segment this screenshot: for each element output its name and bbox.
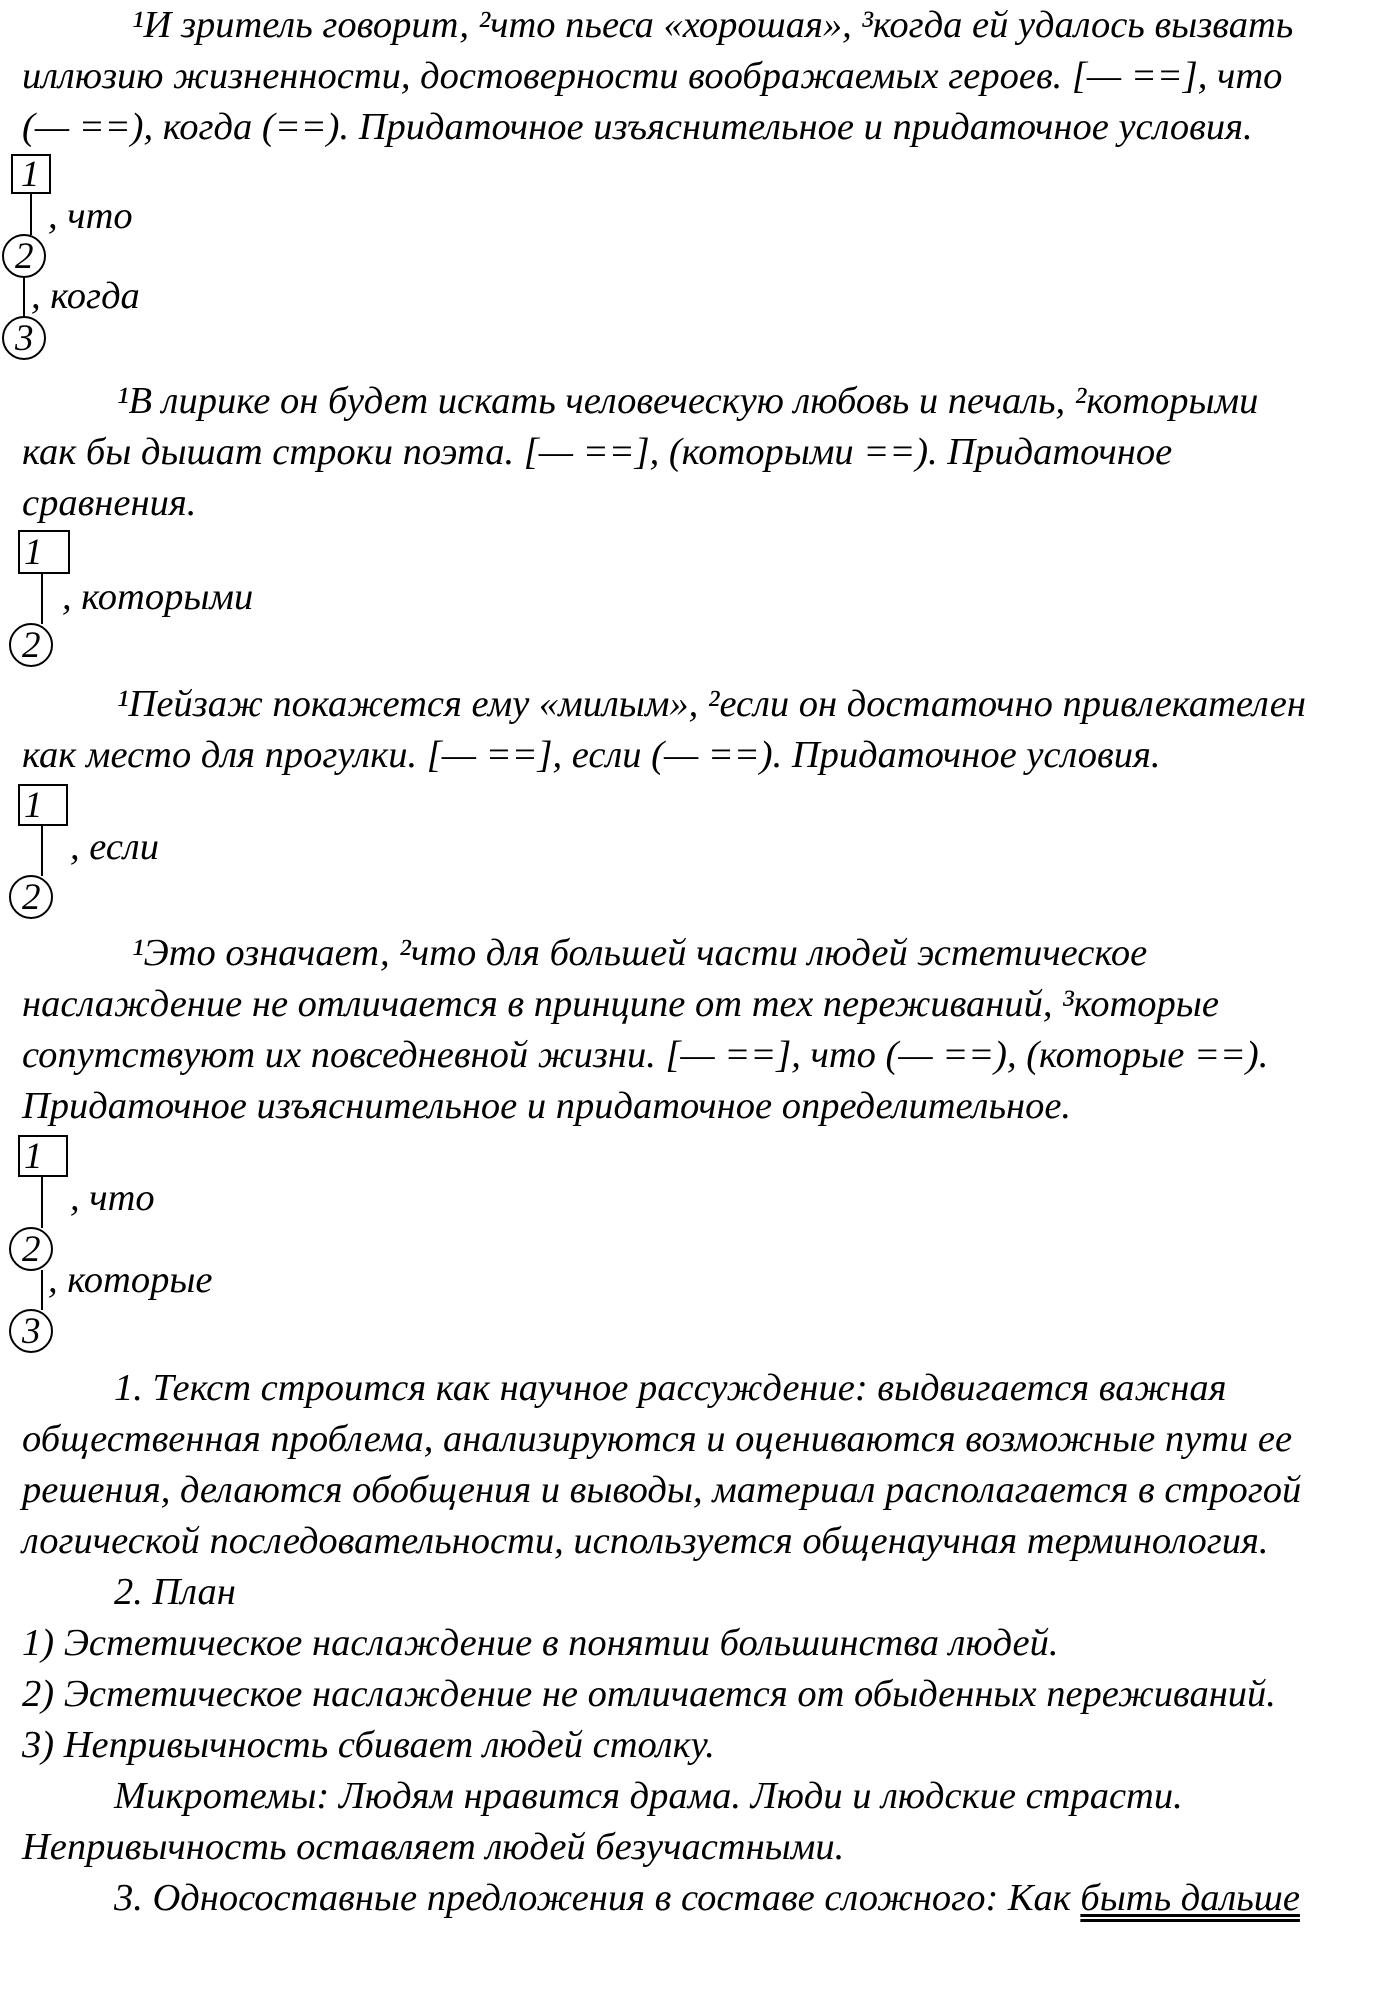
- sentence-2-line-1: ¹В лирике он будет искать человеческую любовь и печаль, ²которыми: [117, 380, 1259, 422]
- plan: [22, 1567, 1382, 1771]
- answer-3: [22, 1873, 1382, 1924]
- microthemes: [22, 1771, 1382, 1873]
- scheme-node-3: 3: [22, 1311, 41, 1352]
- sentence-2-line-2: как бы дышат строки поэта. [— ==], (которыми ==). Придаточное: [22, 431, 1173, 473]
- sentence-1-line-3: (— ==), когда (==). Придаточное изъяснительное и придаточное условия.: [22, 106, 1253, 148]
- plan-title: 2. План: [114, 1571, 236, 1613]
- sentence-4-line-1: ¹Это означает, ²что для большей части людей эстетическое: [132, 932, 1148, 974]
- scheme-link-1: , которыми: [62, 576, 254, 618]
- sentence-3-scheme: [22, 781, 1382, 946]
- scheme-node-1: 1: [24, 785, 43, 826]
- answer-1-line-2: общественная проблема, анализируются и оцениваются возможные пути ее: [22, 1418, 1293, 1460]
- scheme-link-2: , когда: [31, 275, 140, 317]
- scheme-link-1: , что: [70, 1177, 155, 1219]
- sentence-1-line-1: ¹И зритель говорит, ²что пьеса «хорошая», ³когда ей удалось вызвать: [132, 4, 1294, 46]
- sentence-4-line-2: наслаждение не отличается в принципе от тех переживаний, ³которые: [22, 983, 1219, 1025]
- answer-1: [22, 1363, 1382, 1567]
- scheme-link-1: , что: [48, 195, 133, 237]
- microthemes-line-2: Непривычность оставляет людей безучастными.: [22, 1826, 845, 1868]
- answer-3-prefix: 3. Односоставные предложения в составе сложного: Как: [114, 1877, 1081, 1919]
- sentence-2-scheme: [22, 529, 1382, 699]
- scheme-node-1: 1: [21, 154, 40, 195]
- sentence-2-line-3: сравнения.: [22, 482, 197, 524]
- sentence-4-line-3: сопутствуют их повседневной жизни. [— ==], что (— ==), (которые ==).: [22, 1034, 1269, 1076]
- plan-item-1: 1) Эстетическое наслаждение в понятии большинства людей.: [22, 1622, 1059, 1664]
- scheme-node-2: 2: [22, 1229, 41, 1270]
- microthemes-line-1: Микротемы: Людям нравится драма. Люди и людские страсти.: [114, 1775, 1183, 1817]
- sentence-4: [22, 928, 1382, 1132]
- scheme-link-1: , если: [70, 826, 159, 868]
- scheme-link-2: , которые: [48, 1259, 213, 1301]
- plan-item-2: 2) Эстетическое наслаждение не отличается от обыденных переживаний.: [22, 1673, 1276, 1715]
- plan-item-3: 3) Непривычность сбивает людей столку.: [22, 1724, 715, 1766]
- scheme-node-1: 1: [24, 1136, 43, 1177]
- scheme-node-2: 2: [15, 236, 34, 277]
- sentence-3-line-1: ¹Пейзаж покажется ему «милым», ²если он достаточно привлекателен: [117, 683, 1306, 725]
- sentence-4-line-4: Придаточное изъяснительное и придаточное определительное.: [22, 1085, 1072, 1127]
- answer-3-underlined-predicate: быть дальше: [1080, 1877, 1300, 1919]
- answer-3-line-1: [22, 1873, 1382, 1924]
- scheme-node-3: 3: [15, 318, 34, 359]
- sentence-1-scheme: [15, 153, 1382, 403]
- scheme-node-2: 2: [22, 877, 41, 918]
- scheme-node-2: 2: [22, 625, 41, 666]
- scheme-node-1: 1: [24, 532, 43, 573]
- answer-1-line-4: логической последовательности, используется общенаучная терминология.: [22, 1520, 1269, 1562]
- sentence-1: [22, 0, 1382, 153]
- sentence-1-line-2: иллюзию жизненности, достоверности воображаемых героев. [— ==], что: [22, 55, 1283, 97]
- document-page: [15, 0, 1382, 2004]
- answer-1-line-1: 1. Текст строится как научное рассуждение: выдвигается важная: [114, 1367, 1227, 1409]
- sentence-4-scheme: [22, 1132, 1382, 1377]
- sentence-3-line-2: как место для прогулки. [— ==], если (— ==). Придаточное условия.: [22, 734, 1161, 776]
- answer-1-line-3: решения, делаются обобщения и выводы, материал располагается в строгой: [22, 1469, 1302, 1511]
